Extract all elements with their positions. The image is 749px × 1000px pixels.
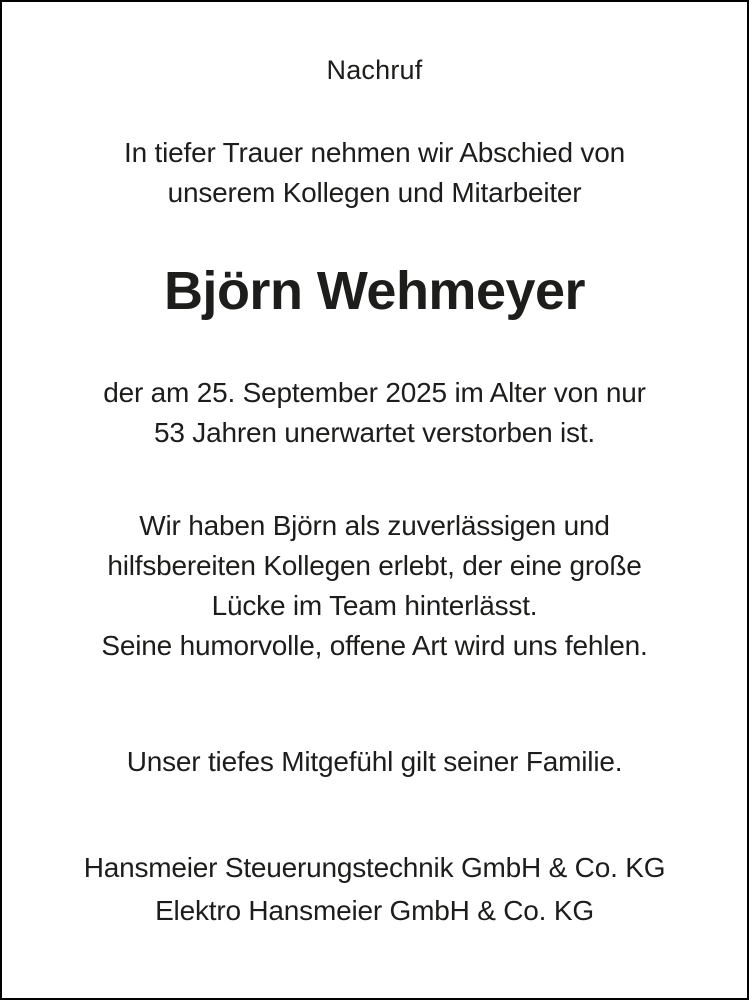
signatory-company-2: Elektro Hansmeier GmbH & Co. KG	[155, 895, 594, 926]
intro-paragraph	[2, 133, 747, 213]
death-info-paragraph	[2, 373, 747, 453]
death-info-line-1: der am 25. September 2025 im Alter von nur	[103, 377, 646, 408]
intro-line-1: In tiefer Trauer nehmen wir Abschied von	[124, 137, 625, 168]
tribute-line-1: Wir haben Björn als zuverlässigen und	[139, 510, 610, 541]
signatory-company-1: Hansmeier Steuerungstechnik GmbH & Co. KG	[83, 852, 666, 883]
death-info-line-2: 53 Jahren unerwartet verstorben ist.	[153, 417, 596, 448]
signatories	[2, 846, 747, 932]
notice-kicker: Nachruf	[326, 55, 423, 85]
condolence-line: Unser tiefes Mitgefühl gilt seiner Familie.	[126, 746, 623, 777]
tribute-line-2: hilfsbereiten Kollegen erlebt, der eine große	[107, 550, 642, 581]
tribute-line-3: Lücke im Team hinterlässt.	[211, 590, 538, 621]
tribute-paragraph	[2, 506, 747, 666]
intro-line-2: unserem Kollegen und Mitarbeiter	[167, 177, 582, 208]
deceased-name: Björn Wehmeyer	[163, 261, 586, 321]
tribute-line-4: Seine humorvolle, offene Art wird uns fehlen.	[101, 630, 648, 661]
